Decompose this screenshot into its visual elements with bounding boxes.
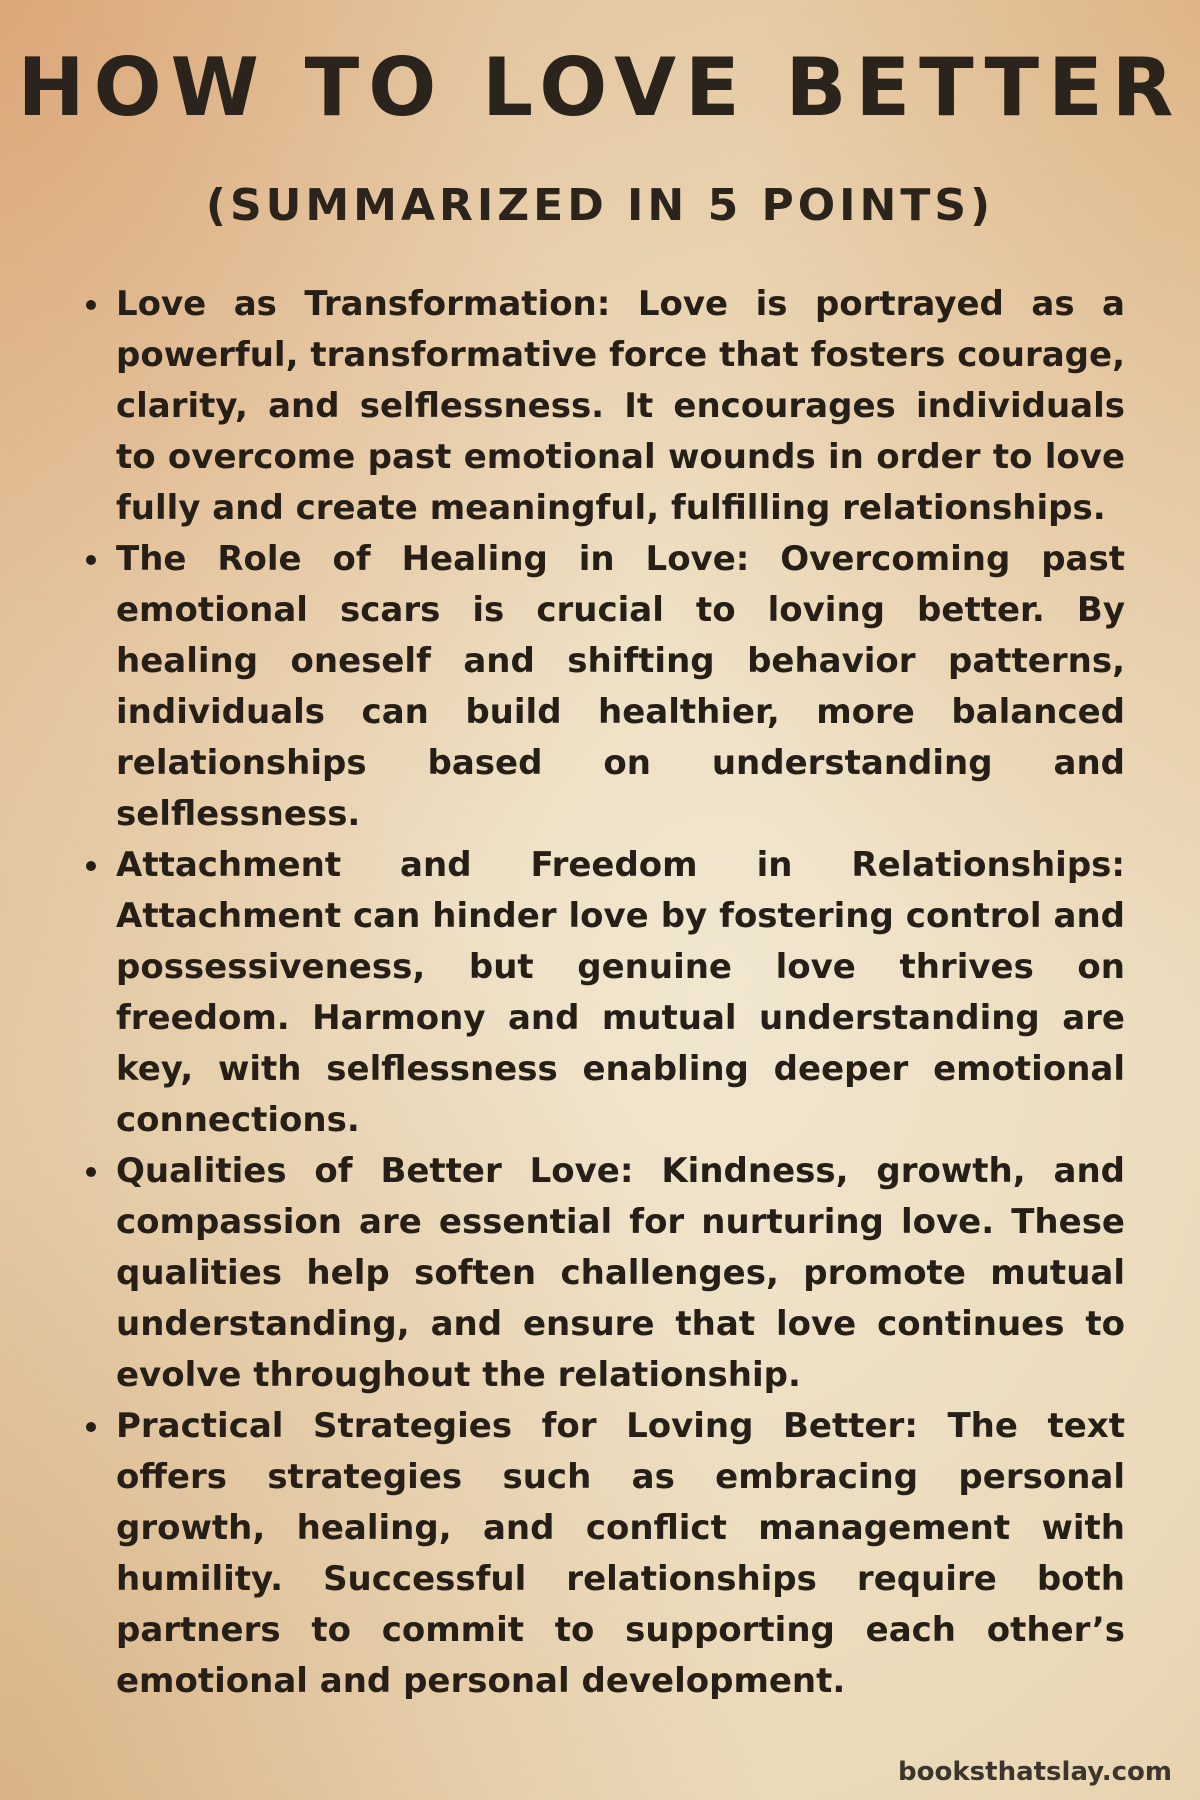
summary-point [82, 1401, 1125, 1707]
summary-point-text: Practical Strategies for Loving Better: The text offers strategies such as embracing personal growth, healing, and conflict management with humility. Successful relationships require both partners to commit to supporting each other’s emotional and personal development. [116, 1406, 1125, 1701]
bullet-icon [86, 555, 96, 565]
page-title: HOW TO LOVE BETTER [17, 41, 1183, 134]
site-watermark: booksthatslay.com [898, 1757, 1172, 1787]
summary-point-text: Love as Transformation: Love is portrayed as a powerful, transformative force that fosters courage, clarity, and selflessness. It encourages individuals to overcome past emotional wounds in order to love fully and create meaningful, fulfilling relationships. [116, 284, 1125, 528]
summary-point [82, 534, 1125, 840]
summary-point-text: Attachment and Freedom in Relationships: Attachment can hinder love by fostering control and possessiveness, but genuine love thrives on freedom. Harmony and mutual understanding are key, with selflessness enabling deeper emotional connections. [116, 845, 1125, 1140]
summary-point [82, 840, 1125, 1146]
summary-point-text: Qualities of Better Love: Kindness, growth, and compassion are essential for nurturing love. These qualities help soften challenges, promote mutual understanding, and ensure that love continues to evolve throughout the relationship. [116, 1151, 1125, 1395]
bullet-icon [86, 1167, 96, 1177]
page-subtitle: (SUMMARIZED IN 5 POINTS) [205, 180, 995, 231]
bullet-icon [86, 300, 96, 310]
summary-point [82, 279, 1125, 534]
summary-point [82, 1146, 1125, 1401]
summary-points-list [82, 279, 1125, 1707]
bullet-icon [86, 1422, 96, 1432]
summary-point-text: The Role of Healing in Love: Overcoming past emotional scars is crucial to loving better. By healing oneself and shifting behavior patterns, individuals can build healthier, more balanced relationships based on understanding and selflessness. [116, 539, 1125, 834]
bullet-icon [86, 861, 96, 871]
